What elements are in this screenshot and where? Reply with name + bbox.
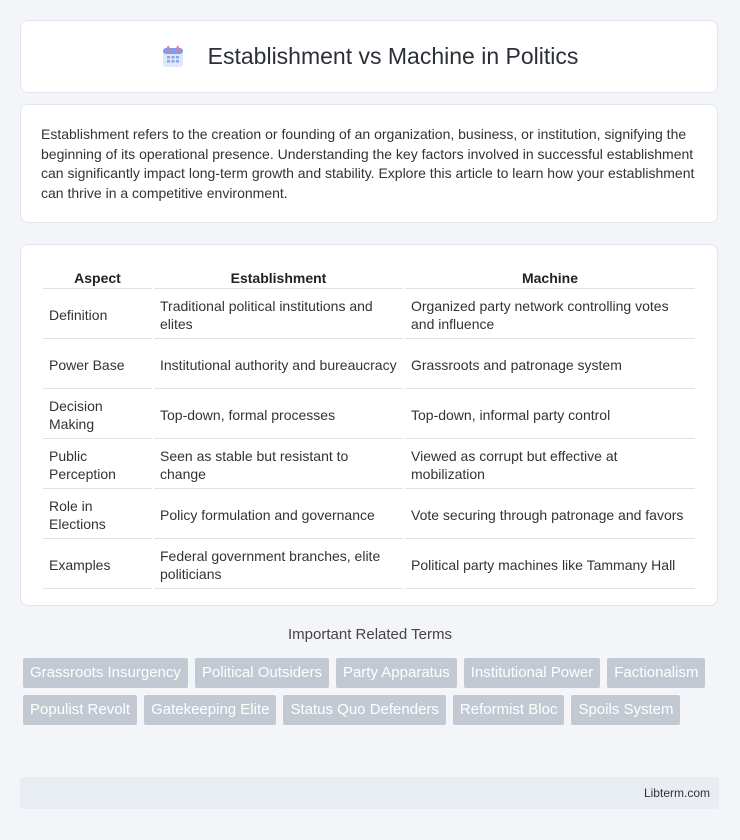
- related-term-tag[interactable]: Political Outsiders: [195, 658, 329, 688]
- cell-establishment: Federal government branches, elite politicians: [154, 541, 403, 589]
- intro-text: Establishment refers to the creation or founding of an organization, business, or institution, signifying the beginning of its operational presence. Understanding the key factors involved in successful establishment can significantly impact long-term growth and stability. Explore this article to learn how your establishment can thrive in a competitive environment.: [41, 126, 695, 201]
- related-term-tag[interactable]: Reformist Bloc: [453, 695, 565, 725]
- related-term-tag[interactable]: Institutional Power: [464, 658, 601, 688]
- table-row: [43, 541, 695, 589]
- cell-machine: Organized party network controlling votes and influence: [405, 291, 695, 339]
- cell-machine: Top-down, informal party control: [405, 391, 695, 439]
- table-row: [43, 491, 695, 539]
- related-term-tag[interactable]: Populist Revolt: [23, 695, 137, 725]
- table-row: [43, 391, 695, 439]
- related-term-tag[interactable]: Party Apparatus: [336, 658, 457, 688]
- cell-machine: Viewed as corrupt but effective at mobilization: [405, 441, 695, 489]
- related-term-tag[interactable]: Gatekeeping Elite: [144, 695, 276, 725]
- header-establishment: Establishment: [154, 267, 403, 289]
- table-header-row: [43, 267, 695, 289]
- cell-machine: Political party machines like Tammany Hall: [405, 541, 695, 589]
- cell-establishment: Top-down, formal processes: [154, 391, 403, 439]
- cell-aspect: Role in Elections: [43, 491, 152, 539]
- related-terms-title: Important Related Terms: [288, 626, 452, 643]
- header-aspect: Aspect: [43, 267, 152, 289]
- title-card: [20, 20, 718, 93]
- intro-card: [20, 104, 718, 223]
- footer: [20, 777, 719, 809]
- related-terms-list: [23, 658, 723, 732]
- cell-aspect: Examples: [43, 541, 152, 589]
- comparison-table: [41, 265, 697, 591]
- cell-establishment: Seen as stable but resistant to change: [154, 441, 403, 489]
- cell-establishment: Institutional authority and bureaucracy: [154, 341, 403, 389]
- calendar-icon: [160, 44, 186, 70]
- cell-aspect: Power Base: [43, 341, 152, 389]
- header-machine: Machine: [405, 267, 695, 289]
- footer-site-link[interactable]: Libterm.com: [643, 786, 710, 800]
- cell-aspect: Public Perception: [43, 441, 152, 489]
- related-term-tag[interactable]: Status Quo Defenders: [283, 695, 445, 725]
- cell-aspect: Definition: [43, 291, 152, 339]
- table-row: [43, 341, 695, 389]
- cell-machine: Grassroots and patronage system: [405, 341, 695, 389]
- related-term-tag[interactable]: Grassroots Insurgency: [23, 658, 188, 688]
- table-row: [43, 441, 695, 489]
- page-title: Establishment vs Machine in Politics: [207, 43, 579, 69]
- table-row: [43, 291, 695, 339]
- comparison-card: [20, 244, 718, 606]
- related-term-tag[interactable]: Factionalism: [607, 658, 705, 688]
- cell-establishment: Policy formulation and governance: [154, 491, 403, 539]
- related-term-tag[interactable]: Spoils System: [571, 695, 680, 725]
- cell-establishment: Traditional political institutions and elites: [154, 291, 403, 339]
- cell-aspect: Decision Making: [43, 391, 152, 439]
- cell-machine: Vote securing through patronage and favors: [405, 491, 695, 539]
